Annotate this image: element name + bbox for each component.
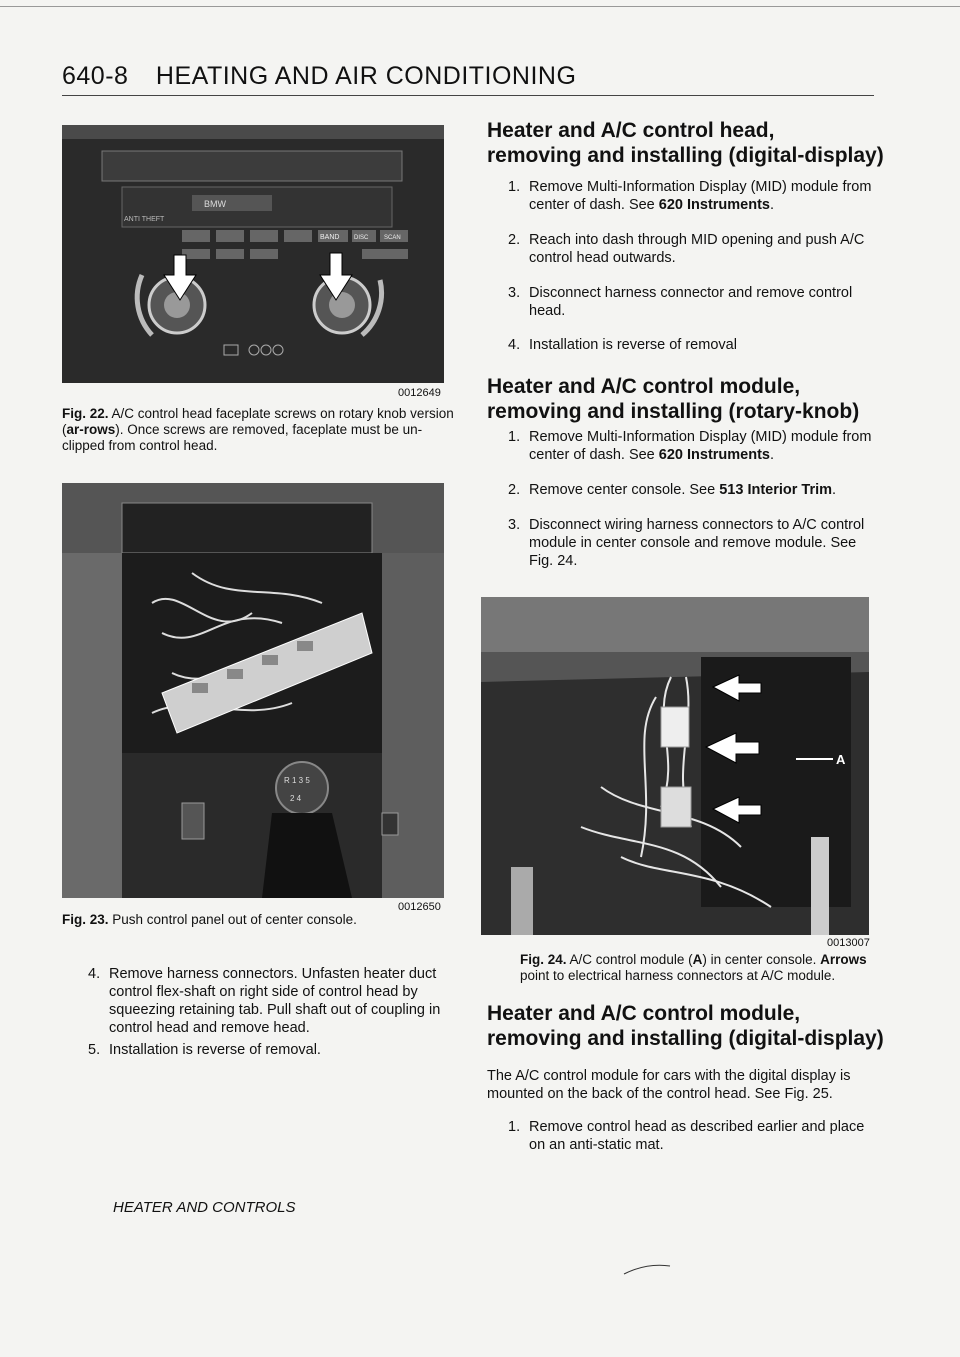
section3-title: [487, 1001, 884, 1051]
section2-title: [487, 374, 859, 424]
fig24-bold-arrows: Arrows: [820, 952, 867, 967]
panel-label-bmw: BMW: [204, 199, 226, 209]
fig22-photo-code: 0012649: [398, 387, 441, 399]
svg-text:R 1 3 5: R 1 3 5: [284, 776, 310, 785]
step-number: 1.: [508, 429, 521, 445]
section2-title-line2: removing and installing (rotary-knob): [487, 400, 860, 423]
step-text: Remove Multi-Information Display (MID) module from center of dash. See: [529, 429, 872, 463]
fig23-caption: [62, 912, 454, 928]
step-number: 4.: [88, 966, 101, 982]
step-text: Disconnect harness connector and remove control head.: [529, 285, 853, 319]
step-text: Remove control head as described earlier and place on an anti-static mat.: [529, 1119, 865, 1153]
fig24-text-2: ) in center console.: [702, 952, 821, 967]
section1-step-2: [508, 231, 874, 267]
fig24-text-3: point to electrical harness connectors at A/C module.: [520, 968, 836, 983]
fig24-bold-a: A: [692, 952, 703, 967]
section3-title-line1: Heater and A/C control module,: [487, 1002, 801, 1025]
fig24-text-1: A/C control module (: [569, 952, 693, 967]
pen-mark-decoration: [620, 1260, 680, 1280]
top-edge-rule: [0, 6, 960, 7]
page-header: [62, 62, 576, 91]
fig22-text-bold: ar-rows: [66, 422, 116, 437]
step-bold-ref: 620 Instruments: [658, 447, 770, 463]
step-number: 2.: [508, 232, 521, 248]
step-number: 1.: [508, 1119, 521, 1135]
section2-step-2: [508, 481, 874, 499]
header-rule: [62, 95, 874, 96]
page-number: 640-8: [62, 62, 129, 90]
step-number: 5.: [88, 1042, 101, 1058]
fig24-caption: [520, 952, 880, 984]
fig24-label: Fig. 24.: [520, 952, 567, 967]
section1-title-line1: Heater and A/C control head,: [487, 119, 775, 142]
step-end: .: [770, 447, 775, 463]
step-text: Disconnect wiring harness connectors to A/C control module in center console and remove module. See Fig. 24.: [529, 517, 865, 569]
fig22-photo: [62, 125, 444, 383]
fig22-label: Fig. 22.: [62, 406, 109, 421]
section1-title-line2: removing and installing (digital-display): [487, 144, 884, 167]
section2-title-line1: Heater and A/C control module,: [487, 375, 801, 398]
panel-label-scan: SCAN: [384, 235, 401, 241]
section3-title-line2: removing and installing (digital-display): [487, 1027, 884, 1050]
fig23-photo: [62, 483, 444, 898]
panel-label-disc: DISC: [354, 235, 369, 241]
svg-text:2 4: 2 4: [290, 794, 302, 803]
step-text: Remove harness connectors. Unfasten heater duct control flex-shaft on right side of control head by squeezing retaining tab. Pull shaft out of coupling in control head and remove head.: [109, 966, 441, 1036]
fig22-text-start: A/C control head faceplate screws on rotary knob version (: [62, 406, 454, 437]
section3-intro: The A/C control module for cars with the digital display is mounted on the back of the control head. See Fig. 25.: [487, 1068, 851, 1102]
fig22-caption: [62, 406, 454, 454]
section1-title: [487, 118, 884, 168]
fig23-label: Fig. 23.: [62, 912, 109, 927]
step-text: Remove Multi-Information Display (MID) module from center of dash. See: [529, 179, 872, 213]
left-step-4: [88, 965, 450, 1037]
fig24-photo: [481, 597, 869, 935]
panel-label-anti-theft: ANTI THEFT: [124, 216, 165, 223]
step-bold-ref: 620 Instruments: [658, 197, 770, 213]
step-number: 4.: [508, 337, 521, 353]
fig22-text-end: ). Once screws are removed, faceplate must be un-clipped from control head.: [62, 422, 423, 453]
callout-a-label: A: [836, 752, 846, 767]
section1-step-3: [508, 284, 874, 320]
step-bold-ref: 513 Interior Trim: [719, 482, 833, 498]
step-end: .: [832, 482, 837, 498]
step-text: Remove center console. See: [529, 482, 720, 498]
step-text: Installation is reverse of removal.: [109, 1042, 321, 1058]
fig23-text: Push control panel out of center console.: [112, 912, 357, 927]
section3-step-1: [508, 1118, 874, 1154]
step-end: .: [770, 197, 775, 213]
step-number: 3.: [508, 285, 521, 301]
section1-step-1: [508, 178, 874, 214]
step-text: Reach into dash through MID opening and push A/C control head outwards.: [529, 232, 865, 266]
step-number: 3.: [508, 517, 521, 533]
left-step-5: [88, 1041, 450, 1059]
section2-step-1: [508, 428, 874, 464]
section-title: HEATING AND AIR CONDITIONING: [155, 62, 577, 90]
fig24-photo-code: 0013007: [827, 937, 870, 949]
step-number: 1.: [508, 179, 521, 195]
section2-step-3: [508, 516, 874, 570]
step-text: Installation is reverse of removal: [529, 337, 737, 353]
page-footer: HEATER AND CONTROLS: [113, 1199, 296, 1216]
section1-step-4: [508, 336, 874, 354]
fig23-photo-code: 0012650: [398, 901, 441, 913]
step-number: 2.: [508, 482, 521, 498]
panel-label-band: BAND: [320, 234, 340, 241]
